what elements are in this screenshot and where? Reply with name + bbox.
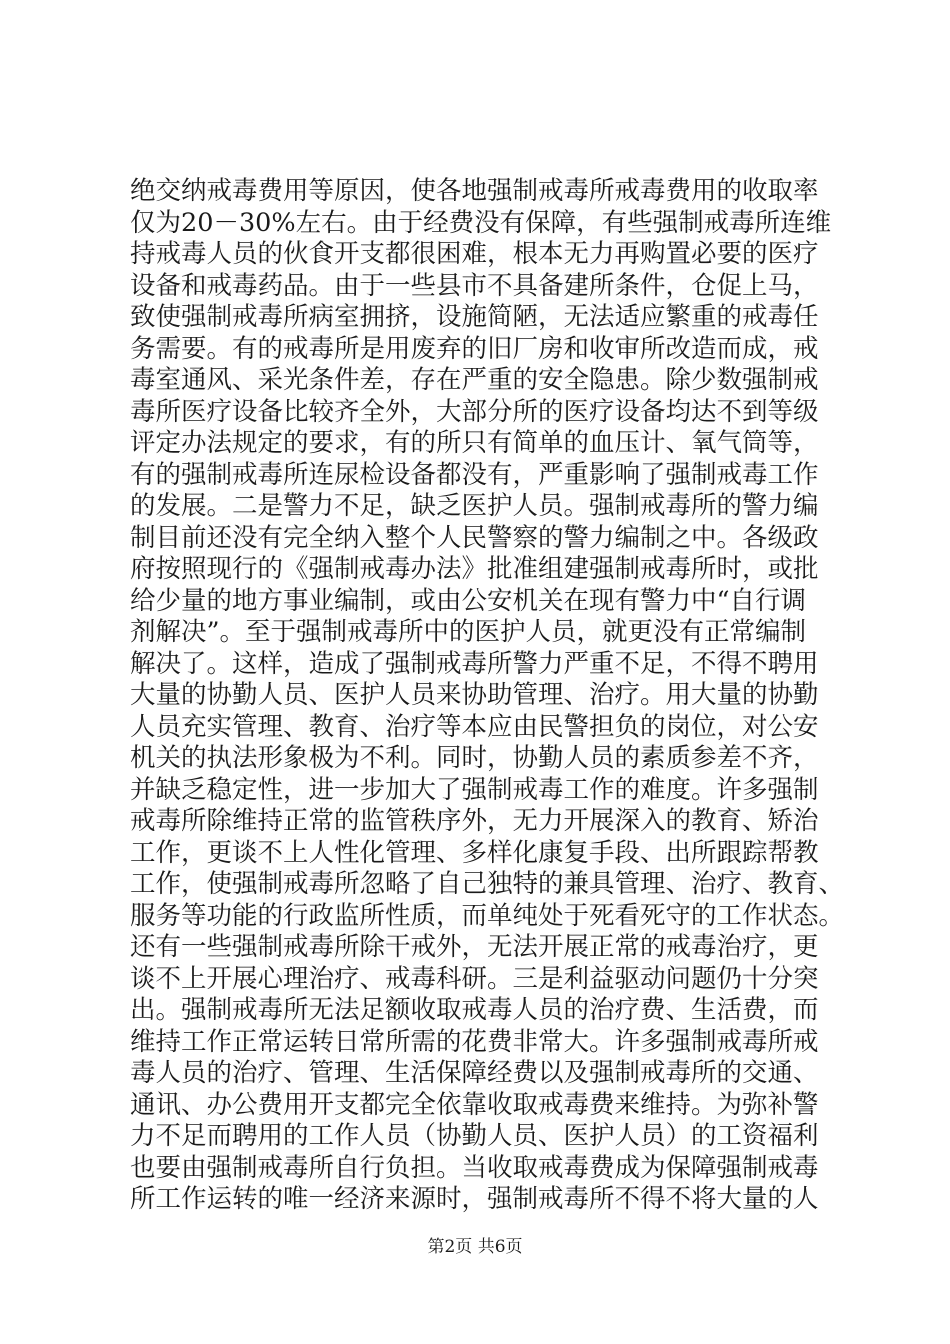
text-line: 也要由强制戒毒所自行负担。当收取戒毒费成为保障强制戒毒: [130, 1152, 819, 1183]
text-line: 力不足而聘用的工作人员（协勤人员、医护人员）的工资福利: [130, 1121, 819, 1151]
text-line: 工作，使强制戒毒所忽略了自己独特的兼具管理、治疗、教育、: [130, 869, 845, 899]
text-line: 制目前还没有完全纳入整个人民警察的警力编制之中。各级政: [130, 522, 819, 553]
text-line: 毒人员的治疗、管理、生活保障经费以及强制戒毒所的交通、: [130, 1058, 819, 1088]
text-line: 仅为20－30%左右。由于经费没有保障，有些强制戒毒所连维: [130, 207, 832, 238]
text-line: 机关的执法形象极为不利。同时，协勤人员的素质参差不齐，: [130, 743, 819, 773]
text-line: 出。强制戒毒所无法足额收取戒毒人员的治疗费、生活费，而: [130, 995, 819, 1025]
text-line: 工作，更谈不上人性化管理、多样化康复手段、出所跟踪帮教: [130, 837, 819, 868]
text-line: 给少量的地方事业编制，或由公安机关在现有警力中“自行调: [130, 585, 807, 616]
text-line: 绝交纳戒毒费用等原因，使各地强制戒毒所戒毒费用的收取率: [130, 176, 819, 206]
text-line: 毒室通风、采光条件差，存在严重的安全隐患。除少数强制戒: [130, 365, 819, 395]
text-line: 戒毒所除维持正常的监管秩序外，无力开展深入的教育、矫治: [130, 806, 819, 836]
text-line: 所工作运转的唯一经济来源时，强制戒毒所不得不将大量的人: [130, 1184, 819, 1214]
text-line: 剂解决”。至于强制戒毒所中的医护人员，就更没有正常编制: [130, 617, 807, 647]
text-line: 并缺乏稳定性，进一步加大了强制戒毒工作的难度。许多强制: [130, 774, 819, 805]
text-line: 设备和戒毒药品。由于一些县市不具备建所条件，仓促上马，: [130, 270, 819, 301]
text-line: 解决了。这样，造成了强制戒毒所警力严重不足，不得不聘用: [130, 648, 819, 679]
text-line: 务需要。有的戒毒所是用废弃的旧厂房和收审所改造而成，戒: [130, 333, 819, 364]
text-line: 还有一些强制戒毒所除干戒外，无法开展正常的戒毒治疗，更: [130, 932, 819, 962]
text-line: 的发展。二是警力不足，缺乏医护人员。强制戒毒所的警力编: [130, 491, 819, 521]
text-line: 谈不上开展心理治疗、戒毒科研。三是利益驱动问题仍十分突: [130, 963, 819, 994]
body-text: [130, 176, 850, 1216]
text-line: 人员充实管理、教育、治疗等本应由民警担负的岗位，对公安: [130, 711, 819, 742]
text-line: 评定办法规定的要求，有的所只有简单的血压计、氧气筒等，: [130, 428, 819, 458]
text-line: 通讯、办公费用开支都完全依靠收取戒毒费来维持。为弥补警: [130, 1089, 819, 1120]
text-line: 有的强制戒毒所连尿检设备都没有，严重影响了强制戒毒工作: [130, 459, 819, 490]
text-line: 持戒毒人员的伙食开支都很困难，根本无力再购置必要的医疗: [130, 239, 819, 269]
page-footer: 第2页 共6页: [427, 1237, 523, 1257]
text-line: 大量的协勤人员、医护人员来协助管理、治疗。用大量的协勤: [130, 680, 819, 710]
text-line: 府按照现行的《强制戒毒办法》批准组建强制戒毒所时，或批: [130, 554, 819, 584]
text-line: 致使强制戒毒所病室拥挤，设施简陋，无法适应繁重的戒毒任: [130, 302, 819, 332]
text-line: 服务等功能的行政监所性质，而单纯处于死看死守的工作状态。: [130, 900, 845, 931]
text-line: 维持工作正常运转日常所需的花费非常大。许多强制戒毒所戒: [130, 1026, 819, 1057]
text-line: 毒所医疗设备比较齐全外，大部分所的医疗设备均达不到等级: [130, 396, 819, 427]
